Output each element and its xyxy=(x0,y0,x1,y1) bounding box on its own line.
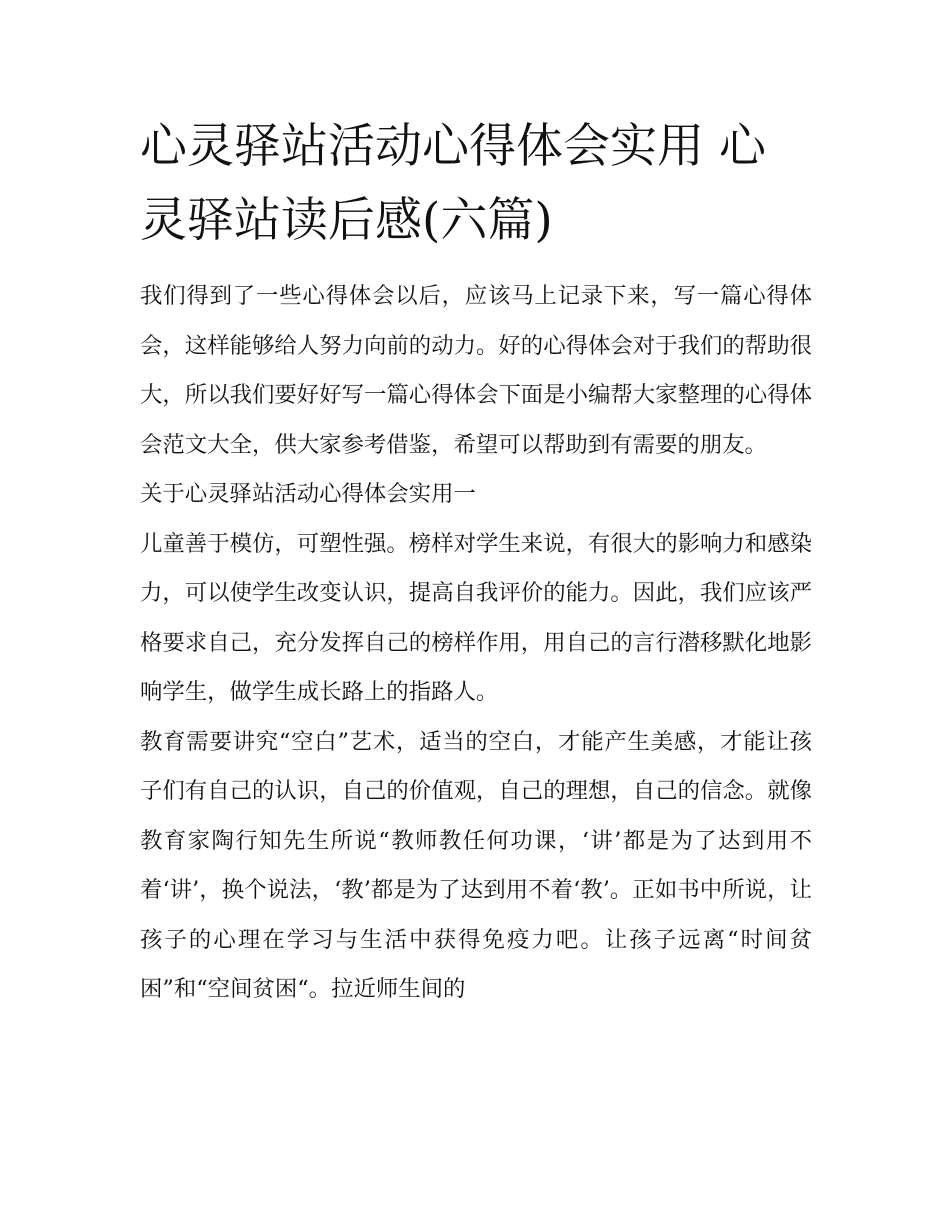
document-page xyxy=(140,110,812,1015)
body-paragraph-1: 儿童善于模仿，可塑性强。榜样对学生来说，有很大的影响力和感染力，可以使学生改变认识，提高自我评价的能力。因此，我们应该严格要求自己，充分发挥自己的榜样作用，用自己的言行潜移默化地影响学生，做学生成长路上的指路人。 xyxy=(140,530,812,705)
body-paragraph-2: 教育需要讲究“空白”艺术，适当的空白，才能产生美感，才能让孩子们有自己的认识，自己的价值观，自己的理想，自己的信念。就像教育家陶行知先生所说“教师教任何功课，‘讲’都是为了达到用不着‘讲’，换个说法，‘教’都是为了达到用不着‘教’。正如书中所说，让孩子的心理在学习与生活中获得免疫力吧。让孩子远离“时间贫困”和“空间贫困“。拉近师生间的 xyxy=(140,728,812,1002)
document-body xyxy=(140,272,812,1015)
section-heading: 关于心灵驿站活动心得体会实用一 xyxy=(140,481,476,507)
intro-paragraph: 我们得到了一些心得体会以后，应该马上记录下来，写一篇心得体会，这样能够给人努力向前的动力。好的心得体会对于我们的帮助很大，所以我们要好好写一篇心得体会下面是小编帮大家整理的心得体会范文大全，供大家参考借鉴，希望可以帮助到有需要的朋友。 xyxy=(140,283,812,458)
document-title: 心灵驿站活动心得体会实用 心灵驿站读后感(六篇) xyxy=(140,119,766,248)
